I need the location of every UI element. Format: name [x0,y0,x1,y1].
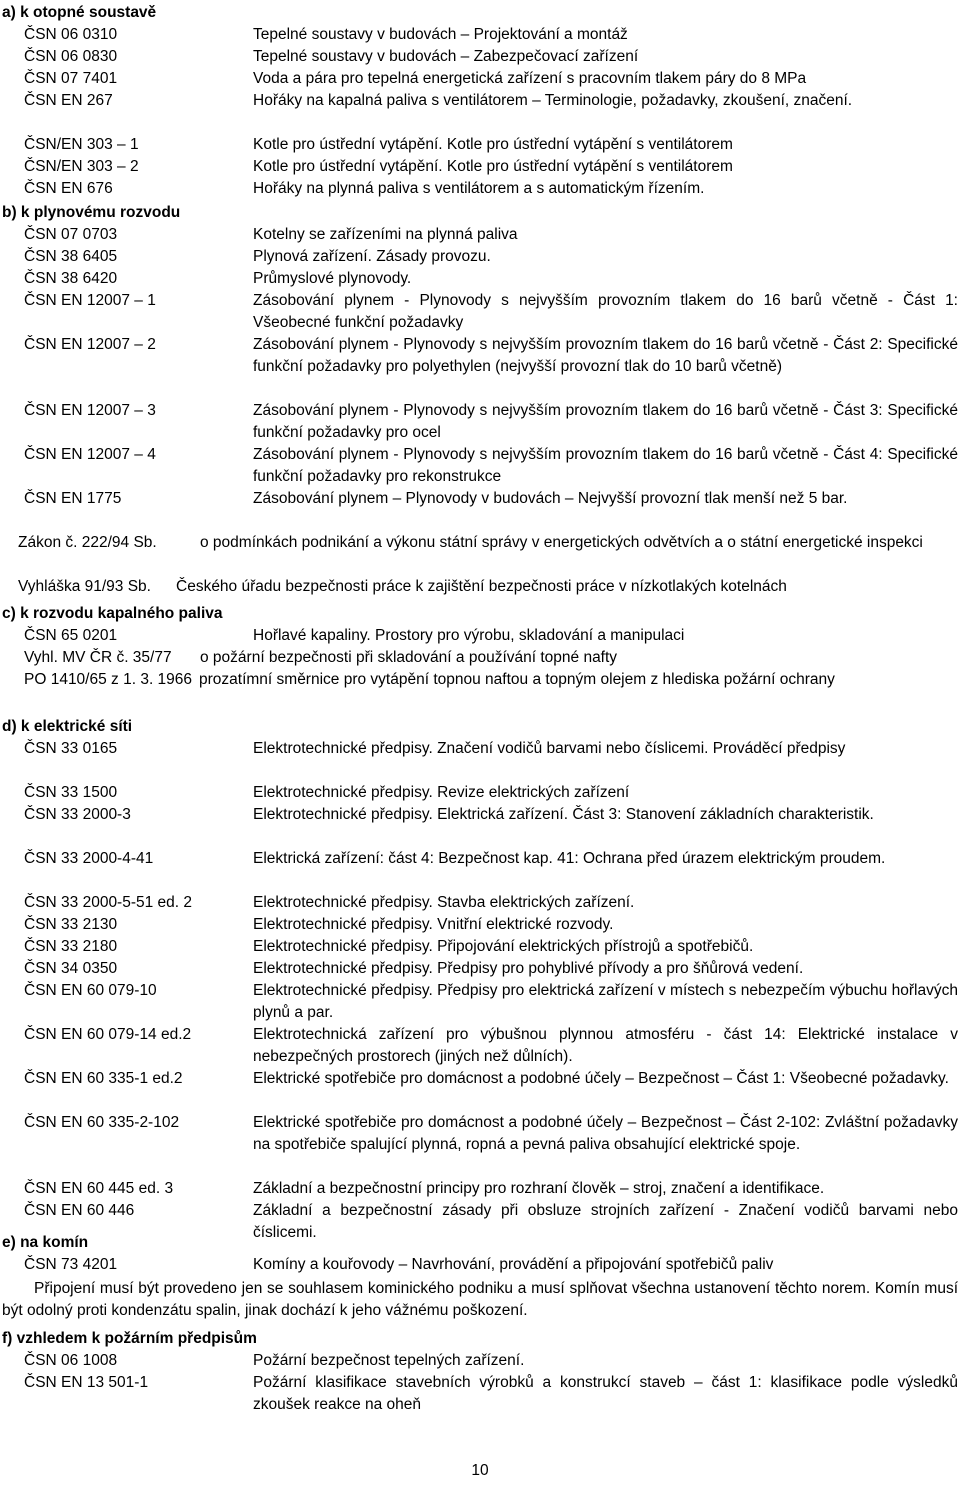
norm-row [0,1372,960,1416]
norm-row [0,24,960,46]
norm-code: ČSN 38 6405 [24,248,118,265]
norm-description: Kotelny se zařízeními na plynná paliva [253,226,518,243]
section-heading-f: f) vzhledem k požárním předpisům [2,1330,257,1347]
norm-code: ČSN 73 4201 [24,1256,118,1273]
chimney-paragraph: Připojení musí být provedeno jen se souhlasem kominického podniku a musí splňovat všechna ustanovení těchto norem. Komín musí být odolný proti kondenzátu spalin, jinak dochází k jeho vážnému poškození. [2,1280,958,1319]
norm-description: Plynová zařízení. Zásady provozu. [253,248,491,265]
norm-code: ČSN EN 13 501-1 [24,1374,149,1391]
norm-code: ČSN EN 12007 – 2 [24,336,156,353]
norm-description: Tepelné soustavy v budovách – Zabezpečovací zařízení [253,48,639,65]
norm-code: ČSN EN 267 [24,92,113,109]
law-description: Českého úřadu bezpečnosti práce k zajištění bezpečnosti práce v nízkotlakých kotelnách [176,578,787,595]
norm-row [0,782,960,804]
norm-description: Hořlavé kapaliny. Prostory pro výrobu, skladování a manipulaci [253,627,685,644]
norm-row [0,980,960,1024]
norm-row [0,625,960,647]
norm-code: ČSN 65 0201 [24,627,118,644]
norm-row [0,804,960,848]
norm-code: ČSN 07 7401 [24,70,118,87]
norm-code: ČSN EN 60 079-14 ed.2 [24,1026,192,1043]
norm-description: Kotle pro ústřední vytápění. Kotle pro ústřední vytápění s ventilátorem [253,158,733,175]
norm-code: ČSN 33 0165 [24,740,118,757]
norm-code: ČSN EN 60 335-2-102 [24,1114,180,1131]
norm-description: Požární klasifikace stavebních výrobků a konstrukcí staveb – část 1: klasifikace podle výsledků zkoušek reakce na oheň [253,1374,958,1413]
page-number: 10 [471,1462,489,1479]
law-code: PO 1410/65 z 1. 3. 1966 [24,671,193,688]
norm-code: ČSN 33 2130 [24,916,118,933]
norm-description: Průmyslové plynovody. [253,270,412,287]
norm-row [0,1024,960,1068]
norm-code: ČSN EN 12007 – 4 [24,446,156,463]
norm-code: ČSN EN 1775 [24,490,122,507]
norm-row [0,1178,960,1200]
norm-code: ČSN EN 60 079-10 [24,982,157,999]
norm-description: Zásobování plynem – Plynovody v budovách – Nejvyšší provozní tlak menší než 5 bar. [253,490,848,507]
norm-row [0,224,960,246]
norm-code: ČSN 33 2000-3 [24,806,131,823]
norm-description: Elektrotechnické předpisy. Značení vodičů barvami nebo číslicemi. Prováděcí předpisy [253,740,846,757]
norm-description: Elektrotechnické předpisy. Předpisy pro elektrická zařízení v místech s nebezpečím výbuchu hořlavých plynů a par. [253,982,958,1021]
section-heading-b: b) k plynovému rozvodu [2,204,181,221]
norm-row [0,738,960,782]
norm-code: ČSN 38 6420 [24,270,118,287]
norm-row [0,1112,960,1178]
norm-code: ČSN 06 1008 [24,1352,118,1369]
law-description: prozatímní směrnice pro vytápění topnou naftou a topným olejem z hlediska požární ochrany [199,671,835,688]
norm-row [0,1350,960,1372]
norm-description: Elektrické spotřebiče pro domácnost a podobné účely – Bezpečnost – Část 1: Všeobecné požadavky. [253,1070,949,1087]
norm-row [0,914,960,936]
norm-row [0,68,960,90]
norm-description: Elektrotechnické předpisy. Revize elektrických zařízení [253,784,630,801]
norm-row [0,1068,960,1112]
law-description: o požární bezpečnosti při skladování a používání topné nafty [200,649,618,666]
law-row [0,576,960,598]
norm-description: Požární bezpečnost tepelných zařízení. [253,1352,525,1369]
law-row [0,647,960,669]
norm-code: ČSN 07 0703 [24,226,118,243]
norm-description: Elektrotechnické předpisy. Předpisy pro pohyblivé přívody a pro šňůrová vedení. [253,960,804,977]
norm-code: ČSN 33 2000-5-51 ed. 2 [24,894,193,911]
norm-description: Elektrotechnické předpisy. Stavba elektrických zařízení. [253,894,635,911]
norm-row [0,268,960,290]
norm-code: ČSN 34 0350 [24,960,118,977]
norm-code: ČSN 33 2000-4-41 [24,850,154,867]
norm-row [0,958,960,980]
norm-code: ČSN EN 12007 – 3 [24,402,156,419]
norm-code: ČSN/EN 303 – 2 [24,158,139,175]
norm-description: Komíny a kouřovody – Navrhování, provádění a připojování spotřebičů paliv [253,1256,774,1273]
norm-description: Elektrotechnické předpisy. Elektrická zařízení. Část 3: Stanovení základních charakteristik. [253,806,874,823]
norm-row [0,848,960,892]
norm-code: ČSN/EN 303 – 1 [24,136,139,153]
norm-row [0,334,960,400]
norm-row [0,178,960,200]
norm-description: Zásobování plynem - Plynovody s nejvyšším provozním tlakem do 16 barů včetně - Část 2: Specifické funkční požadavky pro polyethylen (nejvyšší provozní tlak do 10 barů včetně) [253,336,958,375]
norm-description: Elektrotechnické předpisy. Vnitřní elektrické rozvody. [253,916,614,933]
norm-description: Zásobování plynem - Plynovody s nejvyšším provozním tlakem do 16 barů včetně - Část 1: Všeobecné funkční požadavky [253,292,958,331]
norm-description: Základní a bezpečnostní zásady při obsluze strojních zařízení - Značení vodičů barvami nebo číslicemi. [253,1202,958,1241]
section-heading-a: a) k otopné soustavě [2,4,157,21]
norm-row [0,290,960,334]
norm-code: ČSN EN 60 445 ed. 3 [24,1180,174,1197]
norm-row [0,46,960,68]
norm-row [0,936,960,958]
norm-description: Hořáky na kapalná paliva s ventilátorem – Terminologie, požadavky, zkoušení, značení. [253,92,853,109]
norm-code: ČSN 06 0830 [24,48,118,65]
norm-code: ČSN EN 60 446 [24,1202,135,1219]
norm-description: Elektrické spotřebiče pro domácnost a podobné účely – Bezpečnost – Část 2-102: Zvláštní požadavky na spotřebiče spalující plynná, ropná a pevná paliva obsahující elektrické spoje. [253,1114,958,1153]
norm-code: ČSN 33 1500 [24,784,118,801]
norm-code: ČSN 33 2180 [24,938,118,955]
section-heading-e: e) na komín [2,1234,89,1251]
norm-code: ČSN 06 0310 [24,26,118,43]
norm-row [0,892,960,914]
section-heading-c: c) k rozvodu kapalného paliva [2,605,223,622]
norm-row [0,444,960,488]
norm-row [0,246,960,268]
norm-description: Kotle pro ústřední vytápění. Kotle pro ústřední vytápění s ventilátorem [253,136,733,153]
norm-description: Zásobování plynem - Plynovody s nejvyšším provozním tlakem do 16 barů včetně - Část 3: Specifické funkční požadavky pro ocel [253,402,958,441]
norm-row [0,90,960,134]
norm-description: Základní a bezpečnostní principy pro rozhraní člověk – stroj, značení a identifikace. [253,1180,825,1197]
norm-code: ČSN EN 12007 – 1 [24,292,156,309]
norm-row [0,134,960,156]
norm-row [0,156,960,178]
norm-description: Tepelné soustavy v budovách – Projektování a montáž [253,26,628,43]
norm-description: Elektrická zařízení: část 4: Bezpečnost kap. 41: Ochrana před úrazem elektrickým proudem. [253,850,886,867]
norm-row [0,400,960,444]
section-heading-d: d) k elektrické síti [2,718,133,735]
law-code: Vyhl. MV ČR č. 35/77 [24,649,172,666]
norm-row [0,1254,960,1276]
norm-description: Elektrotechnické předpisy. Připojování elektrických přístrojů a spotřebičů. [253,938,754,955]
norm-description: Zásobování plynem - Plynovody s nejvyšším provozním tlakem do 16 barů včetně - Část 4: Specifické funkční požadavky pro rekonstrukce [253,446,958,485]
norm-description: Hořáky na plynná paliva s ventilátorem a s automatickým řízením. [253,180,705,197]
law-code: Zákon č. 222/94 Sb. [18,534,157,551]
norm-code: ČSN EN 676 [24,180,113,197]
norm-code: ČSN EN 60 335-1 ed.2 [24,1070,183,1087]
norm-row [0,1200,960,1244]
norm-description: Elektrotechnická zařízení pro výbušnou plynnou atmosféru - část 14: Elektrické instalace v nebezpečných prostorech (jiných než důlních). [253,1026,958,1065]
law-code: Vyhláška 91/93 Sb. [18,578,151,595]
law-row [0,532,960,576]
law-description: o podmínkách podnikání a výkonu státní správy v energetických odvětvích a o státní energetické inspekci [200,534,923,551]
norm-row [0,488,960,532]
norm-description: Voda a pára pro tepelná energetická zařízení s pracovním tlakem páry do 8 MPa [253,70,807,87]
law-row [0,669,960,713]
